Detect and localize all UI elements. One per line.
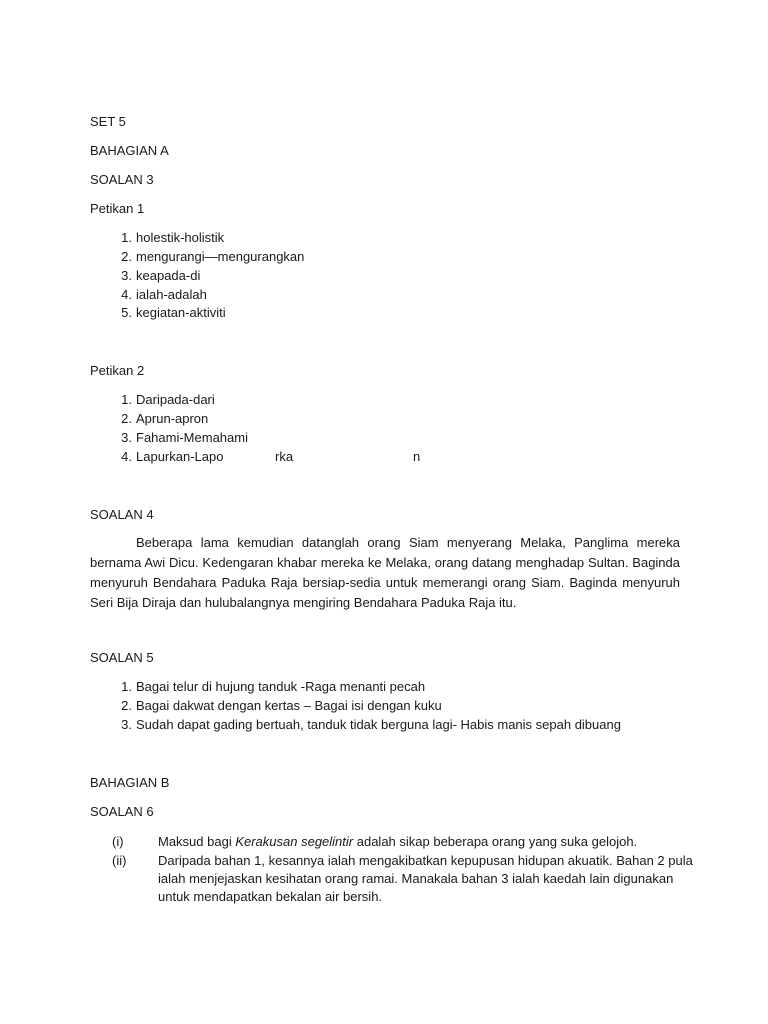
list-number: (i)	[112, 834, 124, 849]
list-number: 4.	[121, 449, 132, 464]
list-text: mengurangi—mengurangkan	[136, 249, 305, 264]
passage-2-heading: Petikan 2	[90, 363, 145, 378]
list-number: (ii)	[112, 853, 127, 868]
list-text: keapada-di	[136, 268, 201, 283]
list-text: holestik-holistik	[136, 230, 225, 245]
passage-1-heading: Petikan 1	[90, 201, 145, 216]
section-heading-a: BAHAGIAN A	[90, 143, 169, 158]
list-number: 5.	[121, 305, 132, 320]
text-suffix: adalah sikap beberapa orang yang suka gelojoh.	[353, 834, 638, 849]
list-number: 2.	[121, 249, 132, 264]
question-4-paragraph: Beberapa lama kemudian datanglah orang Siam menyerang Melaka, Panglima mereka bernama Awi Dicu. Kedengaran khabar mereka ke Melaka, orang datang menghadap Sultan. Baginda menyuruh Bendahara Paduka Raja bersiap-sedia untuk memerangi orang Siam. Baginda menyuruh Seri Bija Diraja dan hulubalangnya mengiring Bendahara Paduka Raja itu.	[90, 535, 680, 610]
list-number: 4.	[121, 287, 132, 302]
list-text	[158, 833, 698, 851]
list-text: Daripada bahan 1, kesannya ialah mengakibatkan kepupusan hidupan akuatik. Bahan 2 pula ialah menjejaskan kesihatan orang ramai. Manakala bahan 3 ialah kaedah lain digunakan untuk mendapatkan bekalan air bersih.	[158, 853, 693, 904]
list-text: Fahami-Memahami	[136, 430, 248, 445]
list-text: Daripada-dari	[136, 392, 215, 407]
question-4-heading: SOALAN 4	[90, 507, 154, 522]
list-number: 3.	[121, 430, 132, 445]
list-number: 2.	[121, 411, 132, 426]
list-text: ialah-adalah	[136, 287, 207, 302]
question-5-heading: SOALAN 5	[90, 650, 154, 665]
section-heading-b: BAHAGIAN B	[90, 775, 170, 790]
list-number: 1.	[121, 679, 132, 694]
list-text: Bagai dakwat dengan kertas – Bagai isi dengan kuku	[136, 698, 442, 713]
list-text: Aprun-apron	[136, 411, 209, 426]
question-3-heading: SOALAN 3	[90, 172, 154, 187]
italic-term: Kerakusan segelintir	[235, 834, 354, 849]
list-text: Bagai telur di hujung tanduk -Raga menanti pecah	[136, 679, 426, 694]
list-number: 3.	[121, 717, 132, 732]
list-text: kegiatan-aktiviti	[136, 305, 226, 320]
list-text-part-b: rka	[275, 449, 294, 464]
list-number: 1.	[121, 392, 132, 407]
list-number: 2.	[121, 698, 132, 713]
list-text-part-c: n	[413, 449, 421, 464]
question-6-heading: SOALAN 6	[90, 804, 154, 819]
set-title: SET 5	[90, 114, 126, 129]
text-prefix: Maksud bagi	[158, 834, 236, 849]
list-number: 3.	[121, 268, 132, 283]
list-number: 1.	[121, 230, 132, 245]
list-text-part-a: Lapurkan-Lapo	[136, 449, 224, 464]
list-text: Sudah dapat gading bertuah, tanduk tidak berguna lagi- Habis manis sepah dibuang	[136, 717, 621, 732]
